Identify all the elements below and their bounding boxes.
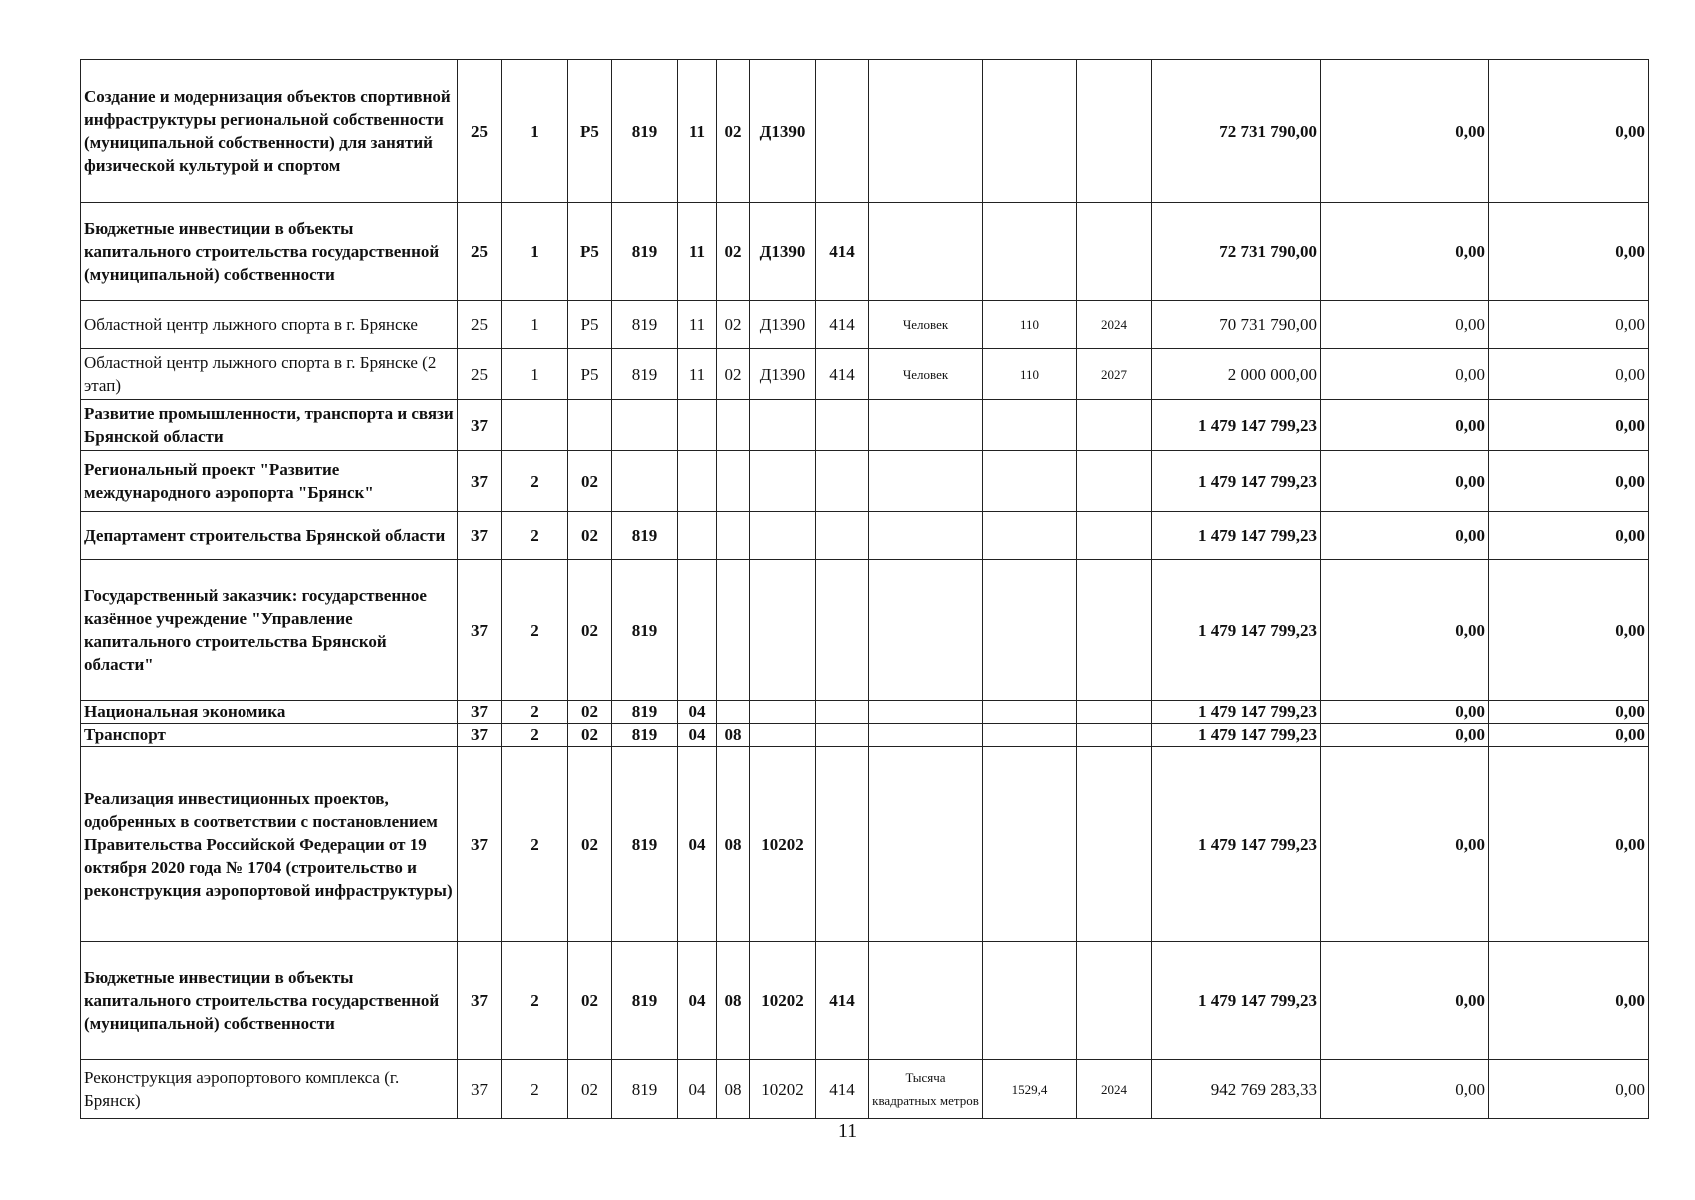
project-code-cell: 02 — [568, 1060, 612, 1119]
subprogram-code-cell — [502, 400, 568, 451]
department-code-cell: 819 — [612, 724, 678, 747]
subprogram-code-cell: 1 — [502, 203, 568, 301]
capacity-cell — [983, 724, 1077, 747]
unit-of-measure-cell — [869, 512, 983, 560]
commissioning-year-cell — [1077, 942, 1152, 1060]
amount-year-3-cell: 0,00 — [1489, 349, 1649, 400]
target-code-cell: Д1390 — [750, 60, 816, 203]
subprogram-code-cell: 1 — [502, 60, 568, 203]
program-code-cell: 37 — [458, 942, 502, 1060]
commissioning-year-cell — [1077, 724, 1152, 747]
table-row — [81, 512, 1649, 560]
commissioning-year-cell — [1077, 400, 1152, 451]
target-code-cell — [750, 560, 816, 701]
target-code-cell: Д1390 — [750, 349, 816, 400]
department-code-cell — [612, 451, 678, 512]
row-name-cell: Областной центр лыжного спорта в г. Брянске — [81, 301, 458, 349]
department-code-cell — [612, 400, 678, 451]
project-code-cell: P5 — [568, 203, 612, 301]
unit-of-measure-cell — [869, 560, 983, 701]
target-code-cell: 10202 — [750, 1060, 816, 1119]
amount-year-2-cell: 0,00 — [1321, 560, 1489, 701]
commissioning-year-cell: 2024 — [1077, 301, 1152, 349]
capacity-cell — [983, 451, 1077, 512]
amount-year-3-cell: 0,00 — [1489, 724, 1649, 747]
program-code-cell: 25 — [458, 349, 502, 400]
subprogram-code-cell: 2 — [502, 701, 568, 724]
expense-type-code-cell: 414 — [816, 203, 869, 301]
row-name-cell: Реконструкция аэропортового комплекса (г. Брянск) — [81, 1060, 458, 1119]
unit-of-measure-cell — [869, 203, 983, 301]
department-code-cell: 819 — [612, 60, 678, 203]
amount-year-3-cell: 0,00 — [1489, 60, 1649, 203]
section-code-cell: 04 — [678, 747, 717, 942]
capacity-cell — [983, 747, 1077, 942]
department-code-cell: 819 — [612, 512, 678, 560]
amount-year-1-cell: 1 479 147 799,23 — [1152, 701, 1321, 724]
subprogram-code-cell: 2 — [502, 560, 568, 701]
amount-year-3-cell: 0,00 — [1489, 701, 1649, 724]
section-code-cell: 11 — [678, 301, 717, 349]
amount-year-2-cell: 0,00 — [1321, 512, 1489, 560]
unit-of-measure-cell — [869, 724, 983, 747]
amount-year-1-cell: 1 479 147 799,23 — [1152, 747, 1321, 942]
expense-type-code-cell: 414 — [816, 942, 869, 1060]
program-code-cell: 37 — [458, 747, 502, 942]
amount-year-2-cell: 0,00 — [1321, 203, 1489, 301]
commissioning-year-cell: 2024 — [1077, 1060, 1152, 1119]
amount-year-1-cell: 72 731 790,00 — [1152, 203, 1321, 301]
subsection-code-cell — [717, 400, 750, 451]
project-code-cell: 02 — [568, 451, 612, 512]
row-name-cell: Областной центр лыжного спорта в г. Брянске (2 этап) — [81, 349, 458, 400]
target-code-cell: Д1390 — [750, 301, 816, 349]
project-code-cell: 02 — [568, 701, 612, 724]
amount-year-3-cell: 0,00 — [1489, 400, 1649, 451]
amount-year-2-cell: 0,00 — [1321, 400, 1489, 451]
expense-type-code-cell: 414 — [816, 1060, 869, 1119]
subprogram-code-cell: 2 — [502, 942, 568, 1060]
amount-year-1-cell: 1 479 147 799,23 — [1152, 942, 1321, 1060]
program-code-cell: 37 — [458, 701, 502, 724]
amount-year-2-cell: 0,00 — [1321, 301, 1489, 349]
target-code-cell — [750, 724, 816, 747]
table-row — [81, 747, 1649, 942]
target-code-cell — [750, 512, 816, 560]
amount-year-2-cell: 0,00 — [1321, 942, 1489, 1060]
subprogram-code-cell: 2 — [502, 451, 568, 512]
program-code-cell: 37 — [458, 400, 502, 451]
subsection-code-cell: 02 — [717, 301, 750, 349]
department-code-cell: 819 — [612, 560, 678, 701]
commissioning-year-cell — [1077, 747, 1152, 942]
table-row — [81, 349, 1649, 400]
department-code-cell: 819 — [612, 1060, 678, 1119]
department-code-cell: 819 — [612, 301, 678, 349]
row-name-cell: Развитие промышленности, транспорта и связи Брянской области — [81, 400, 458, 451]
unit-of-measure-cell — [869, 451, 983, 512]
expense-type-code-cell — [816, 451, 869, 512]
subprogram-code-cell: 2 — [502, 724, 568, 747]
unit-of-measure-cell: Человек — [869, 349, 983, 400]
commissioning-year-cell — [1077, 203, 1152, 301]
section-code-cell: 11 — [678, 203, 717, 301]
target-code-cell: 10202 — [750, 942, 816, 1060]
unit-of-measure-cell — [869, 400, 983, 451]
expense-type-code-cell — [816, 747, 869, 942]
row-name-cell: Бюджетные инвестиции в объекты капитального строительства государственной (муниципальной) собственности — [81, 942, 458, 1060]
capacity-cell — [983, 701, 1077, 724]
subsection-code-cell: 08 — [717, 1060, 750, 1119]
expense-type-code-cell — [816, 701, 869, 724]
department-code-cell: 819 — [612, 747, 678, 942]
row-name-cell: Транспорт — [81, 724, 458, 747]
section-code-cell — [678, 512, 717, 560]
amount-year-1-cell: 1 479 147 799,23 — [1152, 724, 1321, 747]
capacity-cell: 1529,4 — [983, 1060, 1077, 1119]
amount-year-3-cell: 0,00 — [1489, 512, 1649, 560]
program-code-cell: 37 — [458, 512, 502, 560]
expense-type-code-cell — [816, 512, 869, 560]
unit-of-measure-cell: Тысяча квадратных метров — [869, 1060, 983, 1119]
amount-year-3-cell: 0,00 — [1489, 1060, 1649, 1119]
department-code-cell: 819 — [612, 349, 678, 400]
expense-type-code-cell — [816, 724, 869, 747]
section-code-cell: 04 — [678, 701, 717, 724]
unit-of-measure-cell: Человек — [869, 301, 983, 349]
project-code-cell: P5 — [568, 301, 612, 349]
amount-year-1-cell: 1 479 147 799,23 — [1152, 512, 1321, 560]
section-code-cell: 11 — [678, 349, 717, 400]
capacity-cell — [983, 942, 1077, 1060]
section-code-cell — [678, 400, 717, 451]
program-code-cell: 37 — [458, 724, 502, 747]
amount-year-3-cell: 0,00 — [1489, 747, 1649, 942]
subsection-code-cell: 08 — [717, 747, 750, 942]
commissioning-year-cell — [1077, 701, 1152, 724]
target-code-cell — [750, 400, 816, 451]
program-code-cell: 25 — [458, 301, 502, 349]
target-code-cell: 10202 — [750, 747, 816, 942]
amount-year-1-cell: 70 731 790,00 — [1152, 301, 1321, 349]
amount-year-3-cell: 0,00 — [1489, 203, 1649, 301]
row-name-cell: Национальная экономика — [81, 701, 458, 724]
project-code-cell: 02 — [568, 942, 612, 1060]
capacity-cell: 110 — [983, 301, 1077, 349]
table-row — [81, 1060, 1649, 1119]
amount-year-1-cell: 2 000 000,00 — [1152, 349, 1321, 400]
table-row — [81, 60, 1649, 203]
table-row — [81, 400, 1649, 451]
amount-year-2-cell: 0,00 — [1321, 451, 1489, 512]
section-code-cell: 11 — [678, 60, 717, 203]
commissioning-year-cell — [1077, 451, 1152, 512]
table-body — [81, 60, 1649, 1119]
subprogram-code-cell: 1 — [502, 349, 568, 400]
subprogram-code-cell: 1 — [502, 301, 568, 349]
unit-of-measure-cell — [869, 701, 983, 724]
department-code-cell: 819 — [612, 942, 678, 1060]
capacity-cell — [983, 60, 1077, 203]
table-row — [81, 701, 1649, 724]
amount-year-2-cell: 0,00 — [1321, 349, 1489, 400]
amount-year-1-cell: 942 769 283,33 — [1152, 1060, 1321, 1119]
row-name-cell: Государственный заказчик: государственное казённое учреждение "Управление капитального строительства Брянской области" — [81, 560, 458, 701]
expense-type-code-cell: 414 — [816, 301, 869, 349]
table-row — [81, 203, 1649, 301]
program-code-cell: 37 — [458, 560, 502, 701]
program-code-cell: 25 — [458, 60, 502, 203]
subsection-code-cell — [717, 701, 750, 724]
project-code-cell: 02 — [568, 747, 612, 942]
amount-year-3-cell: 0,00 — [1489, 301, 1649, 349]
subprogram-code-cell: 2 — [502, 512, 568, 560]
target-code-cell — [750, 451, 816, 512]
amount-year-3-cell: 0,00 — [1489, 942, 1649, 1060]
target-code-cell: Д1390 — [750, 203, 816, 301]
row-name-cell: Региональный проект "Развитие международного аэропорта "Брянск" — [81, 451, 458, 512]
expense-type-code-cell — [816, 560, 869, 701]
amount-year-1-cell: 72 731 790,00 — [1152, 60, 1321, 203]
commissioning-year-cell — [1077, 60, 1152, 203]
unit-of-measure-cell — [869, 747, 983, 942]
capacity-cell — [983, 400, 1077, 451]
section-code-cell: 04 — [678, 724, 717, 747]
budget-table — [80, 59, 1649, 1119]
department-code-cell: 819 — [612, 701, 678, 724]
table-row — [81, 724, 1649, 747]
row-name-cell: Создание и модернизация объектов спортивной инфраструктуры региональной собственности (муниципальной собственности) для занятий физической культурой и спортом — [81, 60, 458, 203]
subsection-code-cell — [717, 451, 750, 512]
amount-year-2-cell: 0,00 — [1321, 747, 1489, 942]
table-row — [81, 301, 1649, 349]
amount-year-2-cell: 0,00 — [1321, 724, 1489, 747]
subsection-code-cell: 08 — [717, 724, 750, 747]
section-code-cell — [678, 451, 717, 512]
subsection-code-cell: 02 — [717, 203, 750, 301]
subsection-code-cell: 08 — [717, 942, 750, 1060]
commissioning-year-cell — [1077, 512, 1152, 560]
program-code-cell: 25 — [458, 203, 502, 301]
project-code-cell: P5 — [568, 60, 612, 203]
expense-type-code-cell: 414 — [816, 349, 869, 400]
project-code-cell: 02 — [568, 512, 612, 560]
amount-year-2-cell: 0,00 — [1321, 701, 1489, 724]
program-code-cell: 37 — [458, 451, 502, 512]
project-code-cell: P5 — [568, 349, 612, 400]
amount-year-2-cell: 0,00 — [1321, 60, 1489, 203]
table-row — [81, 560, 1649, 701]
section-code-cell: 04 — [678, 942, 717, 1060]
subsection-code-cell: 02 — [717, 60, 750, 203]
project-code-cell — [568, 400, 612, 451]
section-code-cell — [678, 560, 717, 701]
expense-type-code-cell — [816, 60, 869, 203]
commissioning-year-cell: 2027 — [1077, 349, 1152, 400]
capacity-cell — [983, 203, 1077, 301]
amount-year-1-cell: 1 479 147 799,23 — [1152, 560, 1321, 701]
program-code-cell: 37 — [458, 1060, 502, 1119]
row-name-cell: Реализация инвестиционных проектов, одобренных в соответствии с постановлением Правительства Российской Федерации от 19 октября 2020 года № 1704 (строительство и реконструкция аэропортовой инфраструктуры) — [81, 747, 458, 942]
capacity-cell — [983, 512, 1077, 560]
unit-of-measure-cell — [869, 60, 983, 203]
table-row — [81, 451, 1649, 512]
department-code-cell: 819 — [612, 203, 678, 301]
table-row — [81, 942, 1649, 1060]
subprogram-code-cell: 2 — [502, 747, 568, 942]
subsection-code-cell — [717, 512, 750, 560]
amount-year-1-cell: 1 479 147 799,23 — [1152, 451, 1321, 512]
expense-type-code-cell — [816, 400, 869, 451]
amount-year-3-cell: 0,00 — [1489, 560, 1649, 701]
commissioning-year-cell — [1077, 560, 1152, 701]
amount-year-2-cell: 0,00 — [1321, 1060, 1489, 1119]
capacity-cell — [983, 560, 1077, 701]
section-code-cell: 04 — [678, 1060, 717, 1119]
subsection-code-cell — [717, 560, 750, 701]
capacity-cell: 110 — [983, 349, 1077, 400]
subsection-code-cell: 02 — [717, 349, 750, 400]
row-name-cell: Департамент строительства Брянской области — [81, 512, 458, 560]
row-name-cell: Бюджетные инвестиции в объекты капитального строительства государственной (муниципальной) собственности — [81, 203, 458, 301]
amount-year-1-cell: 1 479 147 799,23 — [1152, 400, 1321, 451]
unit-of-measure-cell — [869, 942, 983, 1060]
subprogram-code-cell: 2 — [502, 1060, 568, 1119]
amount-year-3-cell: 0,00 — [1489, 451, 1649, 512]
target-code-cell — [750, 701, 816, 724]
project-code-cell: 02 — [568, 724, 612, 747]
page-number: 11 — [837, 1120, 858, 1142]
project-code-cell: 02 — [568, 560, 612, 701]
